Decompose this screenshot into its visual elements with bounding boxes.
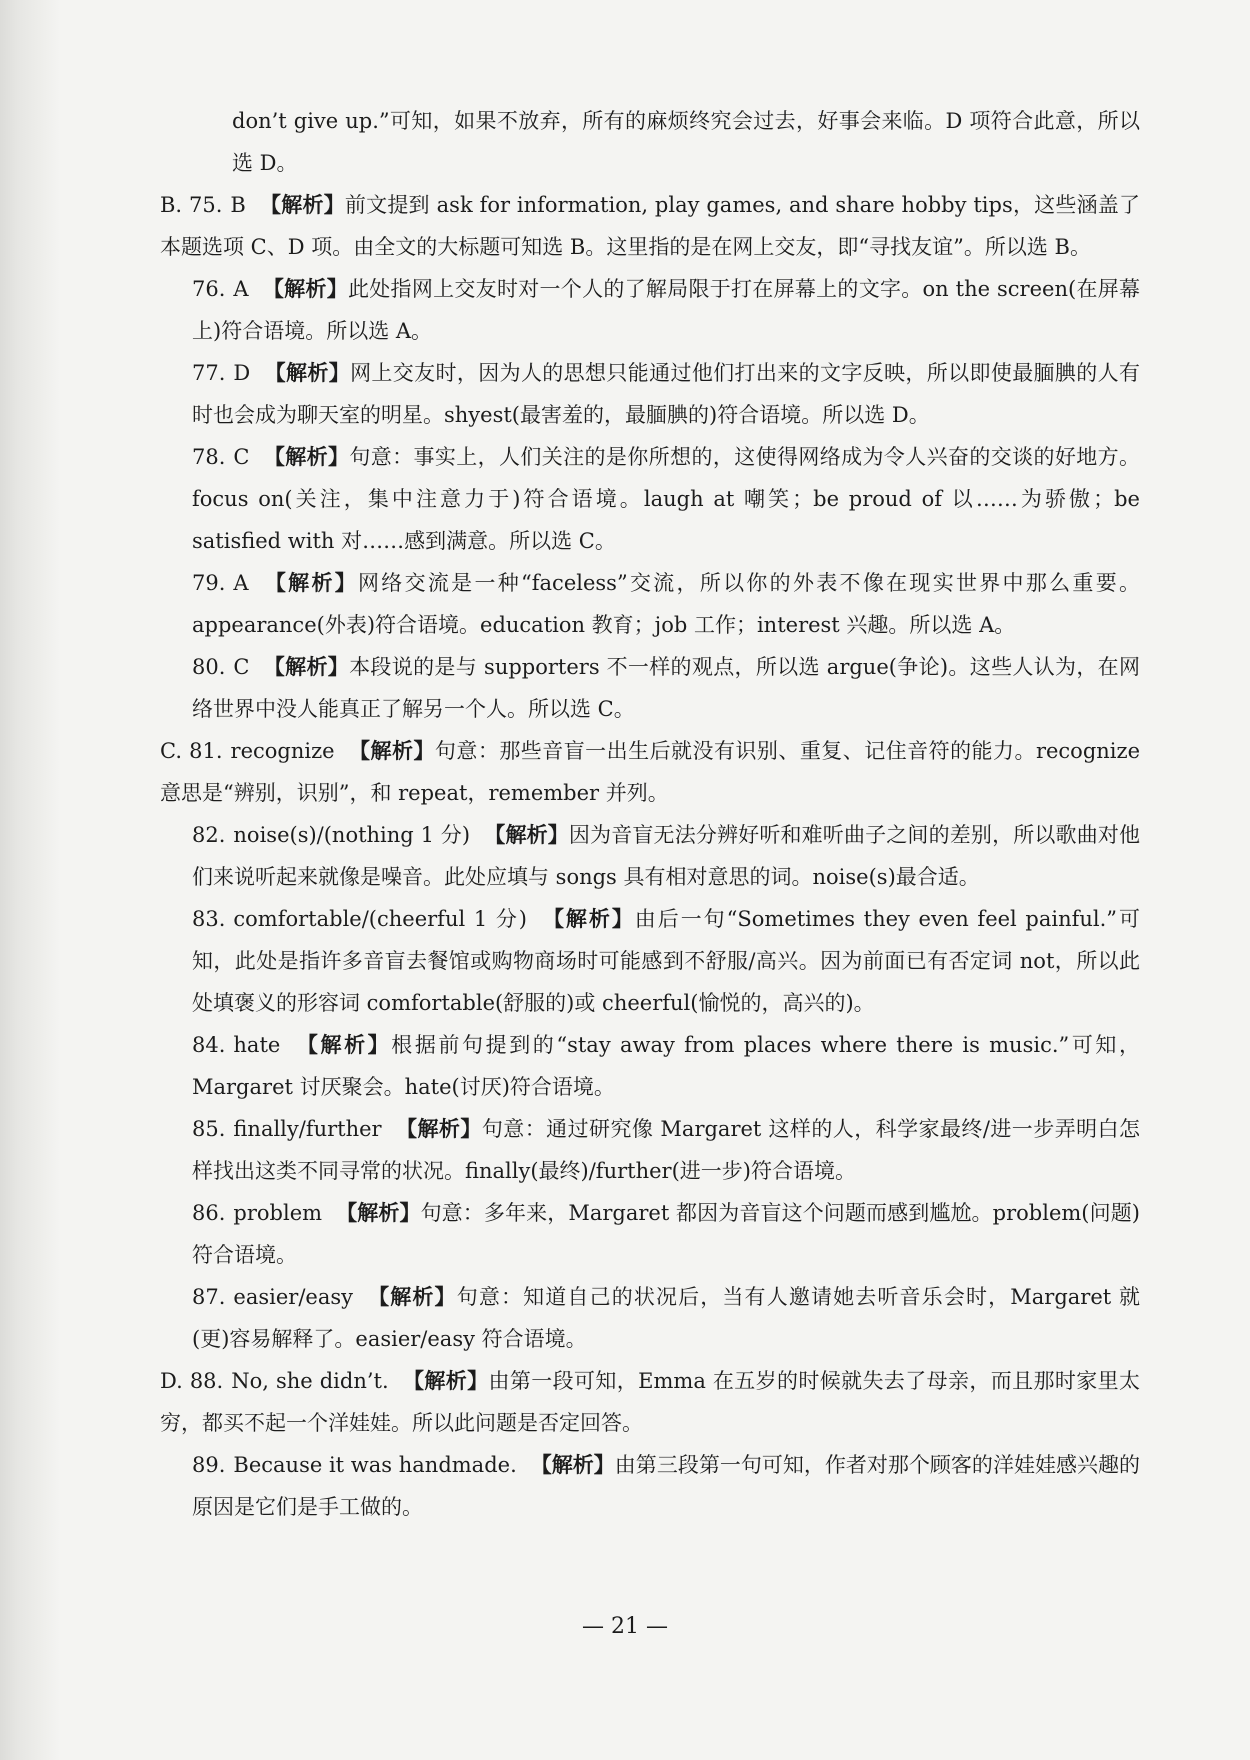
torn-paper-edge — [0, 0, 60, 1760]
analysis-tag: 【解析】 — [530, 1453, 615, 1477]
question-number: 80. — [192, 655, 226, 679]
answer-key: Because it was handmade. — [233, 1453, 517, 1477]
answer-key: problem — [233, 1201, 323, 1225]
answer-key: A — [233, 277, 249, 301]
question-number: 85. — [192, 1117, 226, 1141]
entry-text: 句意：通过研究像 Margaret 这样的人，科学家最终/进一步弄明白怎样找出这类不同寻常的状况。finally(最终)/further(进一步)符合语境。 — [192, 1117, 1141, 1183]
answer-key: No, she didn’t. — [231, 1369, 389, 1393]
analysis-tag: 【解析】 — [366, 1285, 457, 1309]
question-number: C. 81. — [160, 739, 223, 763]
entry-text: 由第一段可知，Emma 在五岁的时候就失去了母亲，而且那时家里太穷，都买不起一个洋娃娃。所以此问题是否定回答。 — [160, 1369, 1140, 1435]
answer-key: C — [233, 445, 250, 469]
question-number: 89. — [192, 1453, 226, 1477]
answer-key: C — [233, 655, 250, 679]
answer-entry-74-continued — [232, 100, 1140, 184]
answer-entry-76 — [192, 268, 1140, 352]
answer-entry-80 — [192, 646, 1140, 730]
question-number: B. 75. — [160, 193, 223, 217]
answer-entry-88 — [160, 1360, 1140, 1444]
analysis-tag: 【解析】 — [336, 1201, 421, 1225]
answer-entry-75 — [160, 184, 1140, 268]
answer-key: recognize — [230, 739, 335, 763]
answer-key: easier/easy — [233, 1285, 353, 1309]
entry-text: 此处指网上交友时对一个人的了解局限于打在屏幕上的文字。on the screen(在屏幕上)符合语境。所以选 A。 — [192, 277, 1141, 343]
analysis-tag: 【解析】 — [262, 571, 359, 595]
analysis-tag: 【解析】 — [259, 193, 345, 217]
entry-text: 句意：那些音盲一出生后就没有识别、重复、记住音符的能力。recognize 意思是“辨别，识别”，和 repeat，remember 并列。 — [160, 739, 1141, 805]
entry-text: 网上交友时，因为人的思想只能通过他们打出来的文字反映，所以即使最腼腆的人有时也会成为聊天室的明星。shyest(最害羞的，最腼腆的)符合语境。所以选 D。 — [192, 361, 1141, 427]
answer-entry-89 — [192, 1444, 1140, 1528]
answer-entry-79 — [192, 562, 1140, 646]
answer-entry-77 — [192, 352, 1140, 436]
answer-entry-87 — [192, 1276, 1140, 1360]
analysis-tag: 【解析】 — [484, 823, 569, 847]
entry-text: 由后一句“Sometimes they even feel painful.”可知，此处是指许多音盲去餐馆或购物商场时可能感到不舒服/高兴。因为前面已有否定词 not，所以此处填褒义的形容词 comfortable(舒服的)或 cheerful(愉悦的，高兴的)。 — [192, 907, 1141, 1015]
analysis-tag: 【解析】 — [402, 1369, 489, 1393]
entry-text: 由第三段第一句可知，作者对那个顾客的洋娃娃感兴趣的原因是它们是手工做的。 — [192, 1453, 1140, 1519]
entry-text: 句意：多年来，Margaret 都因为音盲这个问题而感到尴尬。problem(问题)符合语境。 — [192, 1201, 1140, 1267]
answer-entry-83 — [192, 898, 1140, 1024]
question-number: 86. — [192, 1201, 226, 1225]
answer-entry-81 — [160, 730, 1140, 814]
question-number: 76. — [192, 277, 226, 301]
analysis-tag: 【解析】 — [540, 907, 635, 931]
answer-entry-86 — [192, 1192, 1140, 1276]
answer-key: hate — [233, 1033, 281, 1057]
answer-entry-84 — [192, 1024, 1140, 1108]
analysis-tag: 【解析】 — [294, 1033, 392, 1057]
answer-explanations — [160, 100, 1140, 1528]
entry-text: don’t give up.”可知，如果不放弃，所有的麻烦终究会过去，好事会来临。D 项符合此意，所以选 D。 — [232, 109, 1140, 175]
question-number: 83. — [192, 907, 226, 931]
question-number: 78. — [192, 445, 226, 469]
analysis-tag: 【解析】 — [262, 277, 348, 301]
answer-key: noise(s)/(nothing 1 分) — [233, 823, 471, 847]
answer-key: D — [233, 361, 251, 385]
entry-text: 根据前句提到的“stay away from places where there is music.”可知，Margaret 讨厌聚会。hate(讨厌)符合语境。 — [192, 1033, 1141, 1099]
entry-text: 网络交流是一种“faceless”交流，所以你的外表不像在现实世界中那么重要。appearance(外表)符合语境。education 教育；job 工作；interest 兴趣。所以选 A。 — [192, 571, 1140, 637]
analysis-tag: 【解析】 — [263, 655, 350, 679]
question-number: 87. — [192, 1285, 226, 1309]
entry-text: 本段说的是与 supporters 不一样的观点，所以选 argue(争论)。这些人认为，在网络世界中没人能真正了解另一个人。所以选 C。 — [192, 655, 1141, 721]
answer-key: B — [230, 193, 246, 217]
answer-key: finally/further — [233, 1117, 382, 1141]
analysis-tag: 【解析】 — [348, 739, 435, 763]
analysis-tag: 【解析】 — [395, 1117, 482, 1141]
question-number: 79. — [192, 571, 226, 595]
answer-key: comfortable/(cheerful 1 分) — [233, 907, 527, 931]
answer-entry-82 — [192, 814, 1140, 898]
entry-text: 句意：事实上，人们关注的是你所想的，这使得网络成为令人兴奋的交谈的好地方。focus on(关注，集中注意力于)符合语境。laugh at 嘲笑；be proud of 以……为骄傲；be satisfied with 对……感到满意。所以选 C。 — [192, 445, 1141, 553]
answer-entry-85 — [192, 1108, 1140, 1192]
page-number: — 21 — — [582, 1614, 668, 1639]
analysis-tag: 【解析】 — [263, 445, 350, 469]
analysis-tag: 【解析】 — [264, 361, 351, 385]
question-number: 77. — [192, 361, 226, 385]
question-number: 84. — [192, 1033, 226, 1057]
answer-entry-78 — [192, 436, 1140, 562]
entry-text: 句意：知道自己的状况后，当有人邀请她去听音乐会时，Margaret 就(更)容易解释了。easier/easy 符合语境。 — [192, 1285, 1141, 1351]
question-number: 82. — [192, 823, 226, 847]
entry-text: 因为音盲无法分辨好听和难听曲子之间的差别，所以歌曲对他们来说听起来就像是噪音。此处应填与 songs 具有相对意思的词。noise(s)最合适。 — [192, 823, 1141, 889]
answer-key: A — [233, 571, 249, 595]
entry-text: 前文提到 ask for information, play games, and share hobby tips，这些涵盖了本题选项 C、D 项。由全文的大标题可知选 B。这里指的是在网上交友，即“寻找友谊”。所以选 B。 — [160, 193, 1141, 259]
question-number: D. 88. — [160, 1369, 224, 1393]
